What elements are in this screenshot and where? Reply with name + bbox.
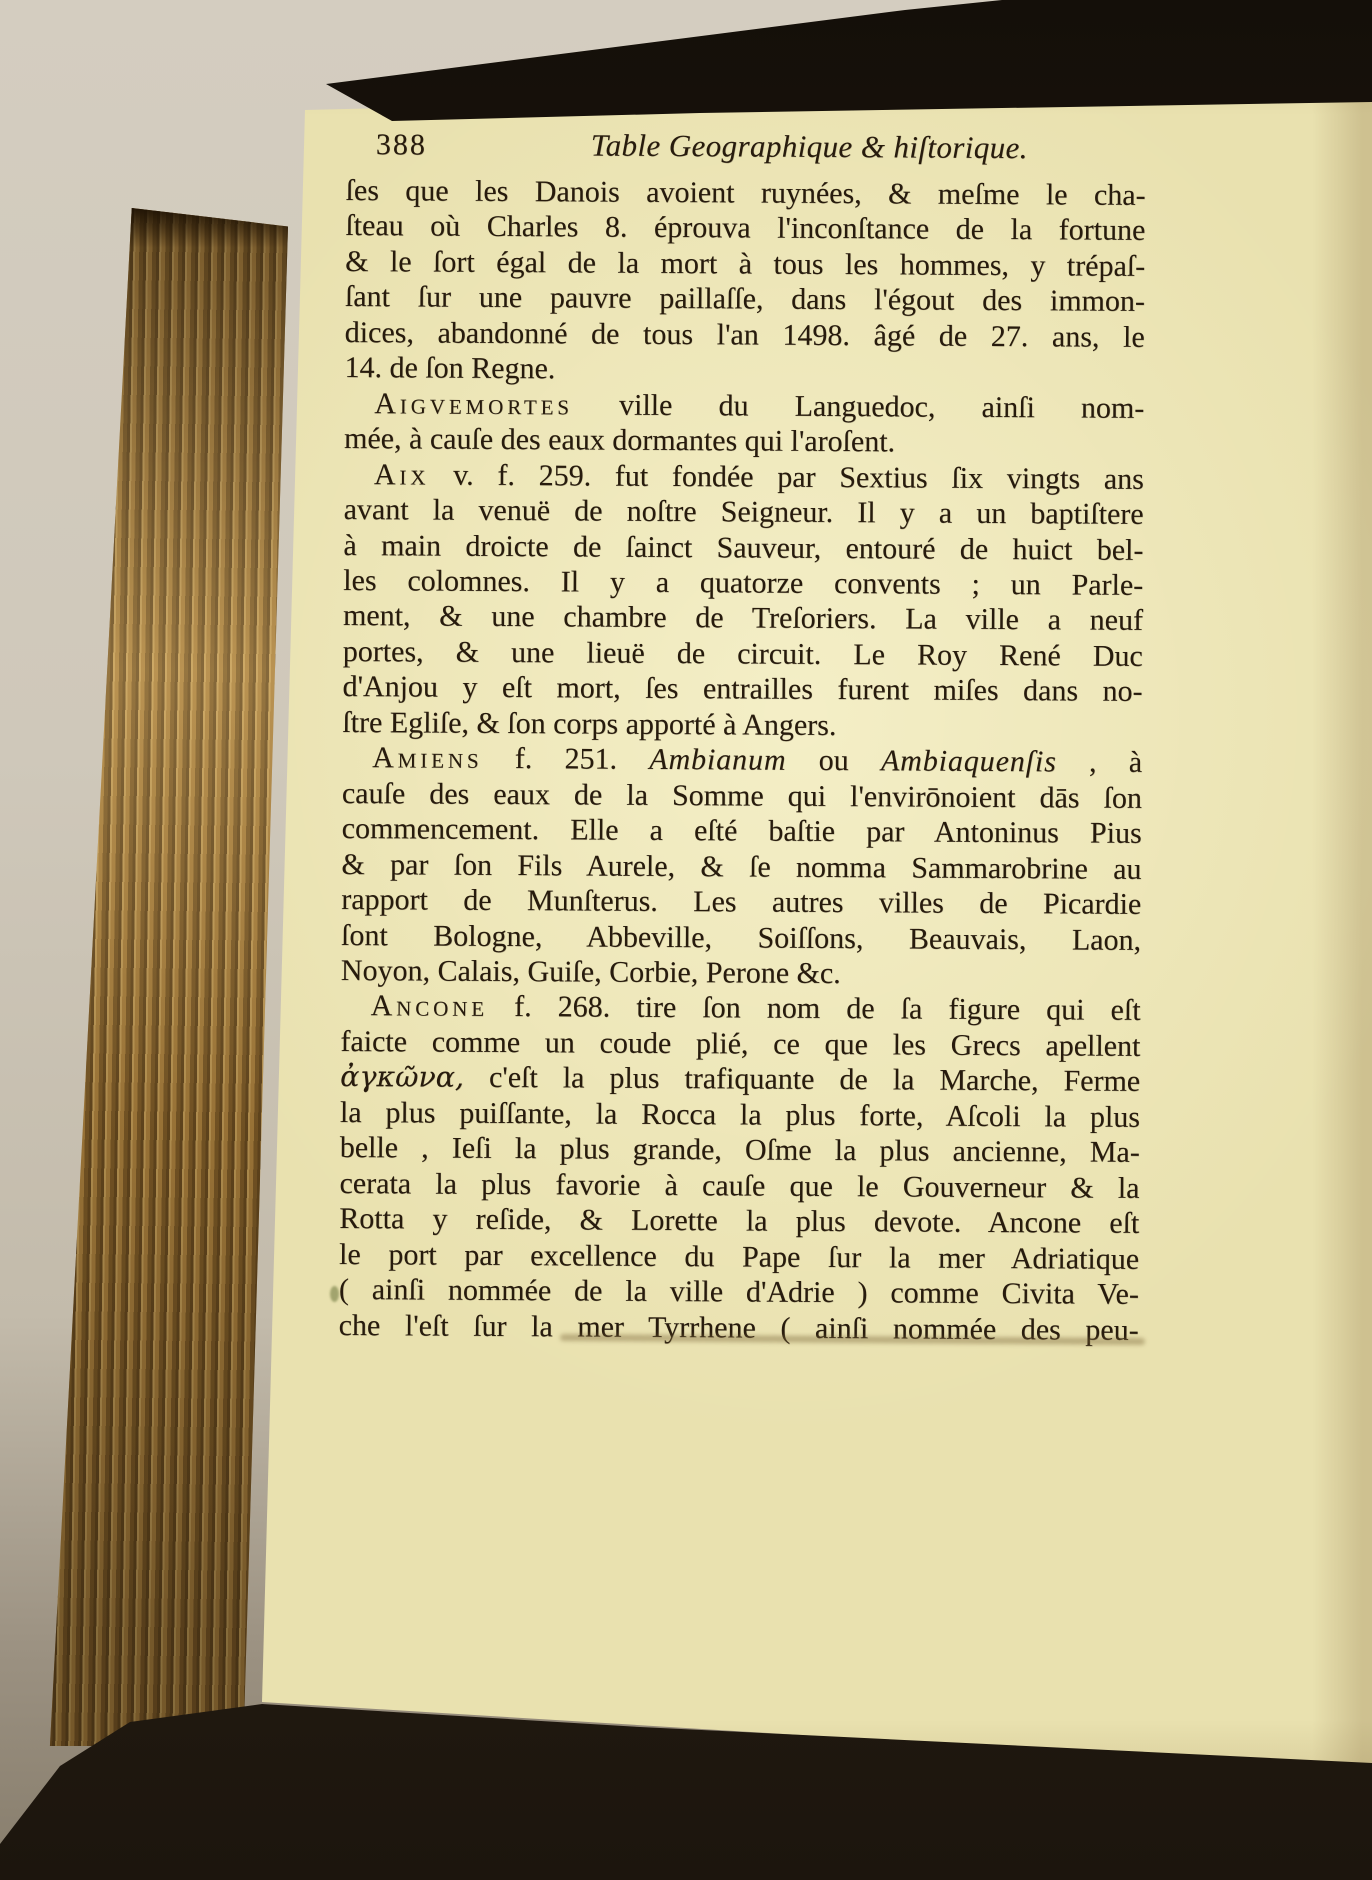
greek-word: ἀγκῶνα, — [340, 1060, 465, 1095]
text-segment: portes, & une lieuë de circuit. Le Roy René Duc — [342, 634, 1143, 673]
text-line — [339, 1237, 1139, 1277]
text-segment: dices, abandonné de tous l'an 1498. âgé de 27. ans, le — [344, 315, 1145, 354]
text-line — [340, 1130, 1140, 1170]
text-line — [343, 528, 1143, 568]
text-segment: ſteau où Charles 8. éprouva l'inconſtance de la fortune — [345, 209, 1146, 248]
paragraph — [341, 740, 1143, 993]
entry-name: Aix — [373, 457, 430, 492]
text-segment: ville du Languedoc, ainſi nom- — [572, 388, 1145, 425]
text-line — [344, 421, 1144, 461]
text-segment: ( ainſi nommée de la ville d'Adrie ) comme Civita Ve- — [338, 1273, 1139, 1311]
latin-italic: Ambiaquenſis — [880, 744, 1057, 779]
text-segment: ſont Bologne, Abbeville, Soiſſons, Beauvais, Laon, — [340, 918, 1142, 957]
running-title: Table Geographique & hiſtorique. — [590, 127, 1029, 166]
text-segment: & par ſon Fils Aurele, & ſe nomma Sammarobrine au — [341, 847, 1142, 886]
text-segment: Noyon, Calais, Guiſe, Corbie, Perone &c. — [340, 953, 841, 991]
latin-italic: Ambianum — [649, 743, 787, 777]
text-line — [345, 315, 1145, 355]
ink-speck — [330, 1286, 339, 1302]
text-segment: Rotta y reſide, & Lorette la plus devote. Ancone eſt — [339, 1202, 1140, 1241]
entry-name: Amiens — [372, 741, 483, 776]
text-line — [345, 173, 1145, 213]
paragraph — [342, 457, 1144, 746]
page-header — [346, 126, 1146, 167]
text-line — [339, 1166, 1139, 1206]
text-segment: commencement. Elle a eſté baſtie par Antoninus Pius — [341, 812, 1142, 851]
paragraph — [344, 173, 1145, 391]
text-segment: d'Anjou y eſt mort, ſes entrailles furent miſes dans no- — [342, 670, 1143, 709]
text-line — [341, 918, 1141, 958]
text-segment: faicte comme un coude plié, ce que les Grecs apellent — [340, 1024, 1141, 1063]
text-line — [340, 1059, 1140, 1099]
text-line — [344, 492, 1144, 532]
text-segment: c'eſt la plus trafiquante de la Marche, Ferme — [463, 1061, 1141, 1099]
text-line — [341, 988, 1141, 1028]
text-line — [343, 598, 1143, 638]
text-line — [339, 1272, 1139, 1312]
text-segment: les colomnes. Il y a quatorze convents ; un Parle- — [343, 563, 1144, 602]
text-line — [345, 279, 1145, 319]
text-segment: mée, à cauſe des eaux dormantes qui l'aroſent. — [343, 422, 896, 459]
text-line — [340, 1024, 1140, 1064]
text-segment: cerata la plus favorie à cauſe que le Gouverneur & la — [339, 1166, 1140, 1205]
text-line — [344, 457, 1144, 497]
text-segment: ſes que les Danois avoient ruynées, & meſme le cha- — [345, 173, 1146, 212]
text-segment: à main droicte de ſainct Sauveur, entouré de huict bel- — [343, 528, 1144, 567]
text-segment: ment, & une chambre de Treſoriers. La ville a neuf — [342, 599, 1144, 638]
text-segment: rapport de Munſterus. Les autres villes de Picardie — [341, 883, 1142, 921]
text-segment: cauſe des eaux de la Somme qui l'envirōnoient dās ſon — [341, 776, 1143, 815]
text-segment: belle , Ieſi la plus grande, Oſme la plus ancienne, Ma- — [339, 1131, 1140, 1170]
text-line — [344, 386, 1144, 426]
paragraph — [344, 386, 1144, 462]
text-line — [345, 244, 1145, 284]
text-line — [341, 847, 1141, 887]
text-segment: la plus puiſſante, la Rocca la plus forte, Aſcoli la plus — [339, 1095, 1141, 1134]
entry-name: Aigvemortes — [374, 386, 574, 422]
text-segment: ſant ſur une pauvre paillaſſe, dans l'égout des immon- — [344, 280, 1146, 319]
text-line — [341, 882, 1141, 922]
text-line — [342, 811, 1142, 851]
text-segment: v. f. 259. fut fondée par Sextius ſix vingts ans — [429, 458, 1144, 496]
text-line — [340, 1095, 1140, 1135]
text-segment: f. 268. tire ſon nom de ſa figure qui eſt — [487, 990, 1141, 1028]
text-segment: avant la venuë de noſtre Seigneur. Il y a un baptiſtere — [343, 493, 1144, 531]
printed-text-block — [339, 126, 1146, 1348]
text-line — [339, 1201, 1139, 1241]
text-line — [343, 634, 1143, 674]
text-line — [342, 705, 1142, 745]
text-line — [342, 776, 1142, 816]
text-line — [343, 563, 1143, 603]
text-line — [342, 669, 1142, 709]
text-line — [344, 350, 1144, 390]
text-line — [341, 953, 1141, 993]
text-segment: f. 251. — [482, 742, 650, 777]
text-segment: che l'eſt ſur la mer Tyrrhene ( ainſi nommée des peu- — [338, 1308, 1139, 1347]
paragraph — [339, 988, 1141, 1347]
body-lines — [339, 173, 1146, 1348]
text-segment: ou — [786, 743, 882, 778]
text-segment: & le ſort égal de la mort à tous les hommes, y trépaſ- — [345, 244, 1146, 283]
page-number: 388 — [375, 128, 427, 162]
text-line — [345, 208, 1145, 248]
text-segment: 14. de ſon Regne. — [344, 351, 556, 386]
text-segment: , à — [1056, 745, 1143, 780]
text-segment: ſtre Egliſe, & ſon corps apporté à Angers. — [342, 705, 837, 742]
entry-name: Ancone — [370, 989, 489, 1024]
text-segment: le port par excellence du Pape ſur la mer Adriatique — [339, 1237, 1140, 1276]
text-line — [342, 740, 1142, 780]
